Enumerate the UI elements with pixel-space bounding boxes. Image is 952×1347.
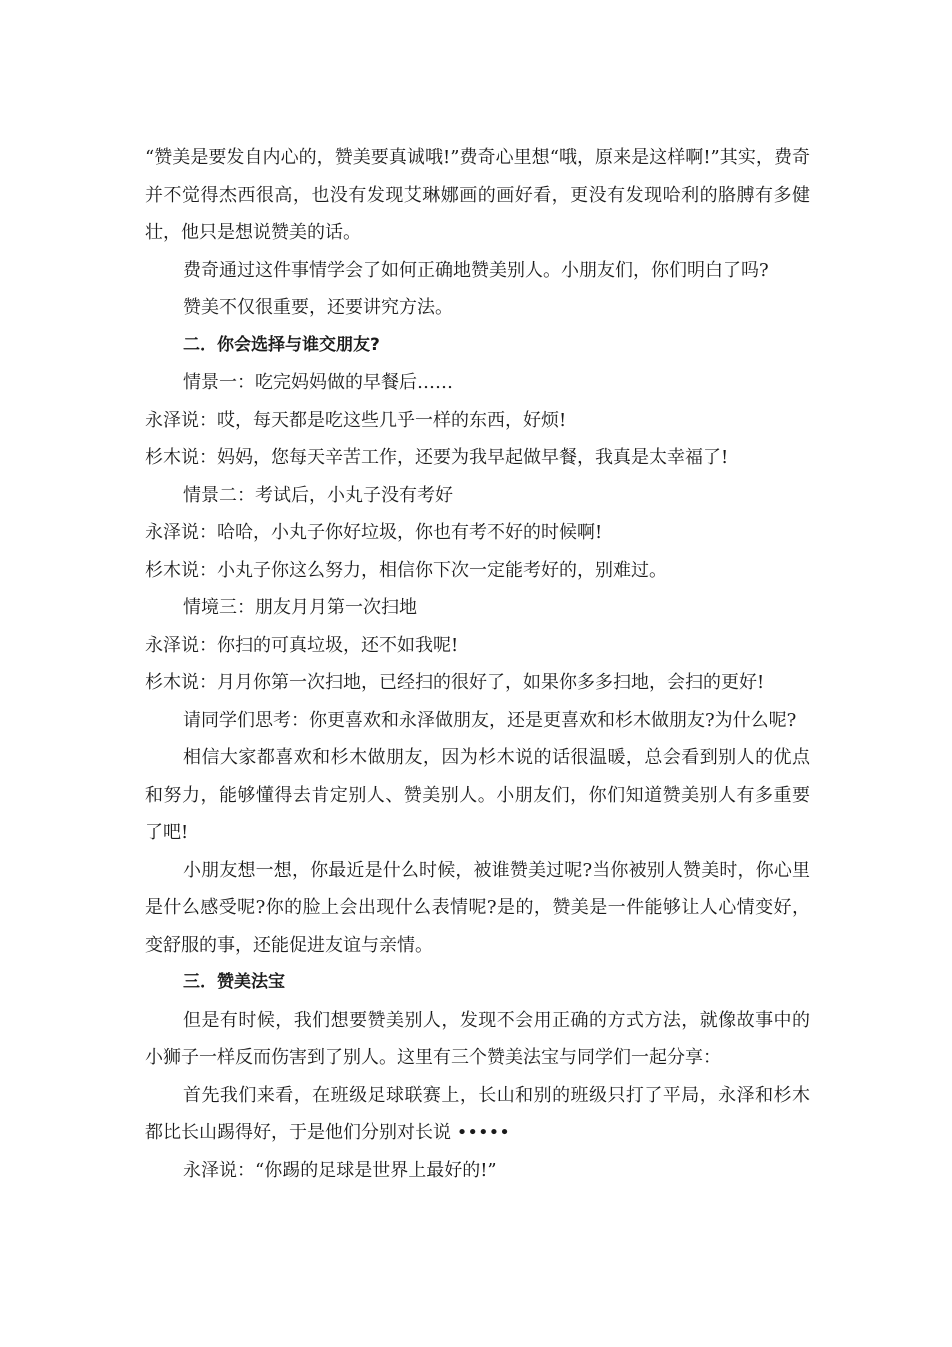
paragraph: 赞美不仅很重要，还要讲究方法。 <box>183 297 453 318</box>
paragraph: 费奇通过这件事情学会了如何正确地赞美别人。小朋友们，你们明白了吗? <box>183 259 769 281</box>
dialogue-line: 杉木说：妈妈，您每天辛苦工作，还要为我早起做早餐，我真是太幸福了! <box>145 447 729 468</box>
dialogue-line: 永泽说：你扫的可真垃圾，还不如我呢! <box>145 634 459 656</box>
dialogue-line: 杉木说：小丸子你这么努力，相信你下次一定能考好的，别难过。 <box>145 559 667 581</box>
section-heading: 二．你会选择与谁交朋友? <box>183 334 380 355</box>
paragraph: 情景一：吃完妈妈做的早餐后…… <box>183 372 453 393</box>
dialogue-line: 永泽说：哎，每天都是吃这些几乎一样的东西，好烦! <box>145 409 567 431</box>
paragraph: 相信大家都喜欢和杉木做朋友，因为杉木说的话很温暖，总会看到别人的优点和努力，能够懂得去肯定别人、赞美别人。小朋友们，你们知道赞美别人有多重要了吧! <box>145 747 810 843</box>
dialogue-line: 永泽说：哈哈，小丸子你好垃圾，你也有考不好的时候啊! <box>145 522 603 543</box>
paragraph: 小朋友想一想，你最近是什么时候，被谁赞美过呢?当你被别人赞美时，你心里是什么感受呢?你的脸上会出现什么表情呢?是的，赞美是一件能够让人心情变好，变舒服的事，还能促进友谊与亲情。 <box>145 859 810 956</box>
paragraph: 情境三：朋友月月第一次扫地 <box>183 597 417 618</box>
paragraph: 永泽说：“你踢的足球是世界上最好的!” <box>183 1159 497 1181</box>
dialogue-line: 杉木说：月月你第一次扫地，已经扫的很好了，如果你多多扫地，会扫的更好! <box>145 672 765 693</box>
paragraph: 情景二：考试后，小丸子没有考好 <box>183 484 453 506</box>
paragraph: “赞美是要发自内心的，赞美要真诚哦!”费奇心里想“哦，原来是这样啊!”其实，费奇并不觉得杰西很高，也没有发现艾琳娜画的画好看，更没有发现哈利的胳膊有多健壮，他只是想说赞美的话。 <box>145 147 810 243</box>
section-heading: 三．赞美法宝 <box>183 972 285 992</box>
paragraph: 请同学们思考：你更喜欢和永泽做朋友，还是更喜欢和杉木做朋友?为什么呢? <box>183 709 797 731</box>
document-body <box>145 139 810 1189</box>
paragraph: 首先我们来看，在班级足球联赛上，长山和别的班级只打了平局，永泽和杉木都比长山踢得好，于是他们分别对长说 ••••• <box>145 1084 810 1143</box>
paragraph: 但是有时候，我们想要赞美别人，发现不会用正确的方式方法，就像故事中的小狮子一样反而伤害到了别人。这里有三个赞美法宝与同学们一起分享： <box>145 1009 810 1068</box>
